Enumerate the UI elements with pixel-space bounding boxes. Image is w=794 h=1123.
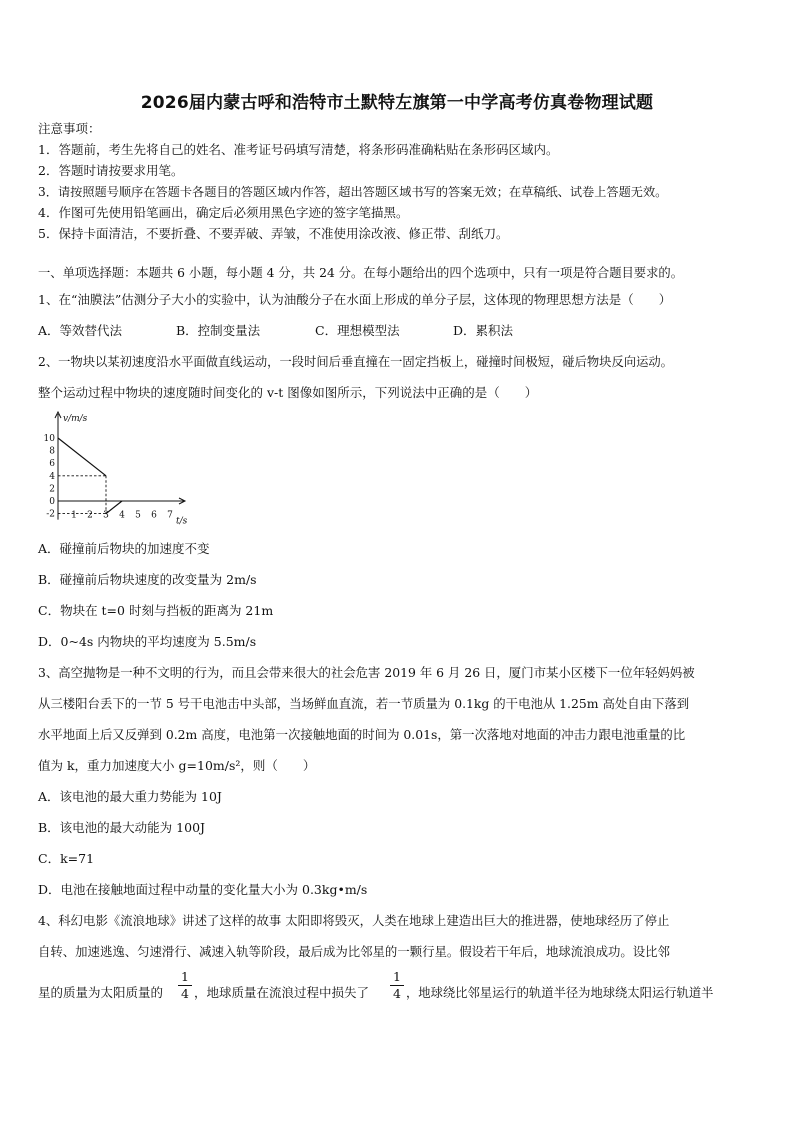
q4-stem-line3-part3: ，地球绕比邻星运行的轨道半径为地球绕太阳运行轨道半 — [406, 986, 714, 1000]
fraction-numerator: 1 — [390, 970, 404, 986]
q3-option-a: A．该电池的最大重力势能为 10J — [38, 789, 222, 804]
x-tick-label: 7 — [167, 510, 173, 521]
x-tick-label: 4 — [119, 510, 125, 521]
notice-heading: 注意事项： — [38, 121, 101, 136]
x-tick-label: 1 — [71, 510, 77, 521]
q3-stem-line1: 3、高空抛物是一种不文明的行为，而且会带来很大的社会危害 2019 年 6 月 26 日，厦门市某小区楼下一位年轻妈妈被 — [38, 665, 695, 680]
q4-stem-line2: 自转、加速逃逸、匀速滑行、减速入轨等阶段，最后成为比邻星的一颗行星。假设若干年后，地球流浪成功。设比邻 — [38, 944, 670, 959]
q2-stem-line2: 整个运动过程中物块的速度随时间变化的 v-t 图像如图所示，下列说法中正确的是（ ） — [38, 385, 538, 400]
q3-option-c: C．k=71 — [38, 851, 95, 866]
q1-stem: 1、在“油膜法”估测分子大小的实验中，认为油酸分子在水面上形成的单分子层，这体现的物理思想方法是（ ） — [38, 292, 672, 307]
q3-stem-line4: 值为 k，重力加速度大小 g=10m/s²，则（ ） — [38, 758, 316, 773]
y-tick-label: -2 — [46, 509, 55, 520]
vt-series-line-1 — [58, 438, 106, 476]
q4-stem-line3-part2: ，地球质量在流浪过程中损失了 — [194, 985, 370, 1000]
notice-item-4: 4．作图可先使用铅笔画出，确定后必须用黑色字迹的签字笔描黑。 — [38, 205, 409, 220]
q2-stem-line1: 2、一物块以某初速度沿水平面做直线运动，一段时间后垂直撞在一固定挡板上，碰撞时间极短，碰后物块反向运动。 — [38, 355, 673, 369]
notice-item-1: 1．答题前，考生先将自己的姓名、准考证号码填写清楚，将条形码准确粘贴在条形码区域内。 — [38, 142, 559, 157]
q3-stem-line2: 从三楼阳台丢下的一节 5 号干电池击中头部，当场鲜血直流，若一节质量为 0.1kg 的干电池从 1.25m 高处自由下落到 — [38, 696, 690, 711]
y-tick-label: 10 — [43, 434, 55, 444]
q3-option-d: D．电池在接触地面过程中动量的变化量大小为 0.3kg•m/s — [38, 882, 368, 897]
x-tick-label: 2 — [87, 510, 93, 521]
x-tick-label: 3 — [103, 510, 109, 521]
y-tick-label: 0 — [49, 497, 55, 507]
vt-graph — [36, 408, 196, 528]
x-tick-label: 6 — [151, 510, 157, 521]
x-tick-label: 5 — [135, 510, 141, 521]
fraction-one-quarter-1 — [178, 970, 192, 1001]
notice-item-3: 3．请按照题号顺序在答题卡各题目的答题区域内作答，超出答题区域书写的答案无效；在草稿纸、试卷上答题无效。 — [38, 185, 668, 199]
notice-item-2: 2．答题时请按要求用笔。 — [38, 163, 184, 178]
q4-stem-line3-part1: 星的质量为太阳质量的 — [38, 985, 164, 1000]
q4-stem-line1: 4、科幻电影《流浪地球》讲述了这样的故事 太阳即将毁灭，人类在地球上建造出巨大的推进器，使地球经历了停止 — [38, 913, 670, 928]
q2-option-b: B．碰撞前后物块速度的改变量为 2m/s — [38, 572, 257, 587]
notice-item-5: 5．保持卡面清洁，不要折叠、不要弄破、弄皱，不准使用涂改液、修正带、刮纸刀。 — [38, 226, 509, 241]
fraction-numerator: 1 — [178, 970, 192, 986]
q2-option-c: C．物块在 t=0 时刻与挡板的距离为 21m — [38, 603, 274, 618]
y-tick-label: 2 — [49, 484, 55, 495]
section-heading: 一、单项选择题：本题共 6 小题，每小题 4 分，共 24 分。在每小题给出的四个选项中，只有一项是符合题目要求的。 — [38, 266, 683, 280]
y-tick-label: 4 — [49, 471, 55, 482]
page-title: 2026届内蒙古呼和浩特市土默特左旗第一中学高考仿真卷物理试题 — [140, 93, 654, 113]
q2-option-a: A．碰撞前后物块的加速度不变 — [38, 541, 210, 556]
q3-stem-line3: 水平地面上后又反弹到 0.2m 高度，电池第一次接触地面的时间为 0.01s，第一次落地对地面的冲击力跟电池重量的比 — [38, 727, 686, 742]
y-tick-label: 8 — [49, 446, 55, 457]
q3-option-b: B．该电池的最大动能为 100J — [38, 820, 206, 835]
y-axis-label: v/m/s — [63, 414, 88, 424]
q1-option-d: D．累积法 — [453, 323, 514, 338]
y-tick-label: 6 — [49, 459, 55, 470]
q1-option-b: B．控制变量法 — [176, 323, 261, 338]
q1-option-c: C．理想模型法 — [315, 323, 400, 338]
q1-option-a: A．等效替代法 — [38, 323, 123, 338]
fraction-denominator: 4 — [181, 986, 189, 1001]
fraction-denominator: 4 — [393, 986, 401, 1001]
x-axis-label: t/s — [176, 516, 188, 527]
q2-option-d: D．0~4s 内物块的平均速度为 5.5m/s — [38, 634, 257, 649]
fraction-one-quarter-2 — [390, 970, 404, 1001]
